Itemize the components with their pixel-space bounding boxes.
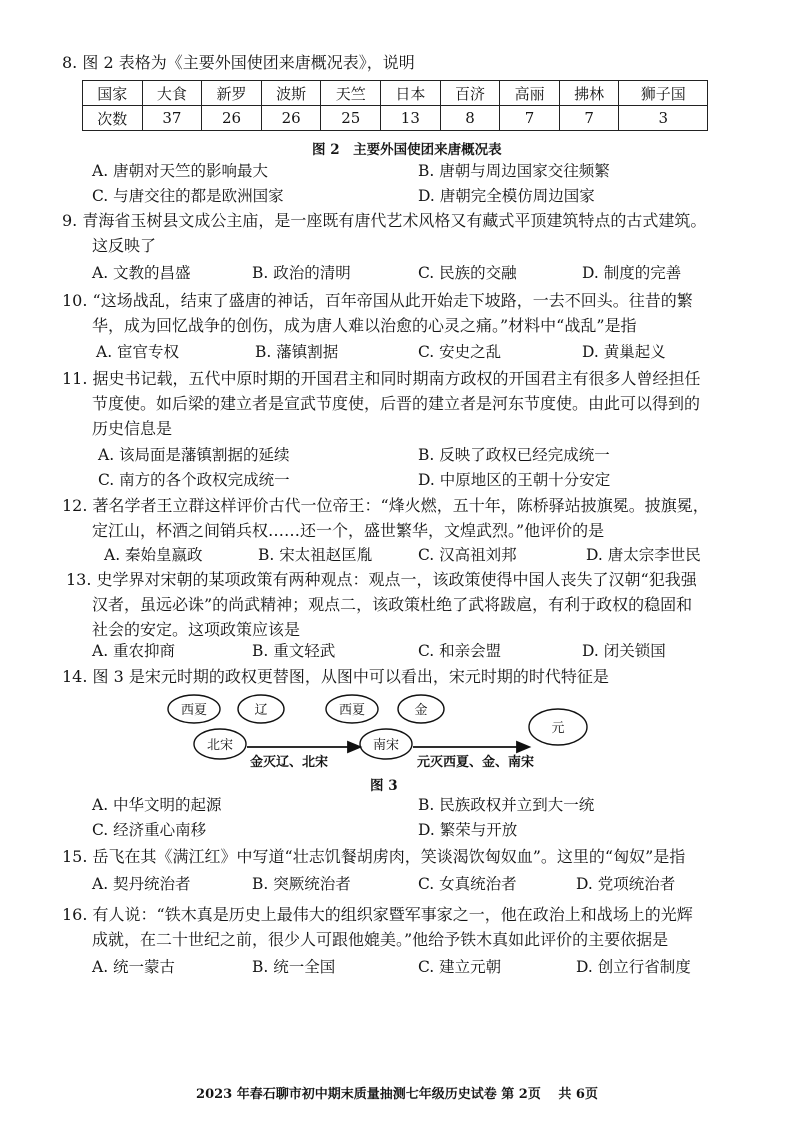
label-jin: 金 xyxy=(414,703,428,718)
arrow-1-label: 金灭辽、北宋 xyxy=(250,755,329,770)
table-cell: 8 xyxy=(440,106,500,131)
q10-stem-line-2: 华，成为回忆战争的创伤，成为唐人难以治愈的心灵之痛。”材料中“战乱”是指 xyxy=(92,316,637,335)
q11-option-d[interactable]: D. 中原地区的王朝十分安定 xyxy=(418,471,611,489)
label-xixia-1: 西夏 xyxy=(180,703,208,718)
table-cell: 百济 xyxy=(440,81,500,106)
table-cell: 新罗 xyxy=(202,81,262,106)
q9-stem-line-2: 这反映了 xyxy=(92,236,157,255)
q9-option-d[interactable]: D. 制度的完善 xyxy=(582,264,682,282)
q12-option-d[interactable]: D. 唐太宗李世民 xyxy=(586,546,701,564)
table-row-countries xyxy=(83,81,708,106)
table-cell: 26 xyxy=(261,106,321,131)
q8-option-c[interactable]: C. 与唐交往的都是欧洲国家 xyxy=(92,187,284,205)
table-cell: 13 xyxy=(381,106,441,131)
table-cell: 37 xyxy=(142,106,202,131)
table-cell: 7 xyxy=(559,106,619,131)
q16-option-a[interactable]: A. 统一蒙古 xyxy=(92,958,176,976)
q8-stem: 8. 图 2 表格为《主要外国使团来唐概况表》，说明 xyxy=(62,53,415,72)
envoy-table xyxy=(82,80,708,131)
q12-option-b[interactable]: B. 宋太祖赵匡胤 xyxy=(258,546,373,564)
q10-option-d[interactable]: D. 黄巢起义 xyxy=(582,343,666,361)
table-cell: 7 xyxy=(500,106,560,131)
q14-option-b[interactable]: B. 民族政权并立到大一统 xyxy=(418,796,595,814)
q11-stem-line-2: 节度使。如后梁的建立者是宣武节度使，后晋的建立者是河东节度使。由此可以得到的 xyxy=(92,394,701,413)
table-header-count: 次数 xyxy=(83,106,143,131)
arrow-2-label: 元灭西夏、金、南宋 xyxy=(417,755,535,770)
table-cell: 狮子国 xyxy=(619,81,708,106)
q9-option-b[interactable]: B. 政治的清明 xyxy=(252,264,351,282)
table-cell: 大食 xyxy=(142,81,202,106)
q15-stem-line-1: 15. 岳飞在其《满江红》中写道“壮志饥餐胡虏肉，笑谈渴饮匈奴血”。这里的“匈奴”是指 xyxy=(62,847,686,866)
q13-option-d[interactable]: D. 闭关锁国 xyxy=(582,642,666,660)
q16-option-d[interactable]: D. 创立行省制度 xyxy=(576,958,691,976)
q8-option-b[interactable]: B. 唐朝与周边国家交往频繁 xyxy=(418,162,610,180)
arrow-1-head xyxy=(348,742,360,752)
q11-stem-line-3: 历史信息是 xyxy=(92,419,173,438)
label-liao: 辽 xyxy=(254,703,268,718)
q16-option-c[interactable]: C. 建立元朝 xyxy=(418,958,502,976)
q9-option-a[interactable]: A. 文教的昌盛 xyxy=(92,264,191,282)
table-cell: 高丽 xyxy=(500,81,560,106)
q14-option-a[interactable]: A. 中华文明的起源 xyxy=(92,796,222,814)
q10-option-b[interactable]: B. 藩镇割据 xyxy=(255,343,339,361)
q13-option-a[interactable]: A. 重农抑商 xyxy=(92,642,176,660)
q16-stem-line-1: 16. 有人说：“铁木真是历史上最伟大的组织家暨军事家之一，他在政治上和战场上的光辉 xyxy=(62,905,693,924)
q15-option-b[interactable]: B. 突厥统治者 xyxy=(252,875,351,893)
q13-option-b[interactable]: B. 重文轻武 xyxy=(252,642,336,660)
q15-option-c[interactable]: C. 女真统治者 xyxy=(418,875,517,893)
figure-3-diagram xyxy=(150,690,590,770)
page-footer: 2023 年春石聊市初中期末质量抽测七年级历史试卷 第 2页 共 6页 xyxy=(196,1087,598,1102)
q11-option-a[interactable]: A. 该局面是藩镇割据的延续 xyxy=(98,446,290,464)
q16-stem-line-2: 成就，在二十世纪之前，很少人可跟他媲美。”他给予铁木真如此评价的主要依据是 xyxy=(92,930,669,949)
q9-stem-line-1: 9. 青海省玉树县文成公主庙，是一座既有唐代艺术风格又有藏式平顶建筑特点的古式建筑。 xyxy=(62,211,707,230)
arrow-2-head xyxy=(517,742,529,752)
q10-stem-line-1: 10. “这场战乱，结束了盛唐的神话，百年帝国从此开始走下坡路，一去不回头。往昔的繁 xyxy=(62,291,693,310)
q13-stem-line-2: 汉者，虽远必诛”的尚武精神；观点二，该政策杜绝了武将跋扈，有利于政权的稳固和 xyxy=(92,595,693,614)
q12-option-c[interactable]: C. 汉高祖刘邦 xyxy=(418,546,517,564)
q14-option-d[interactable]: D. 繁荣与开放 xyxy=(418,821,518,839)
q10-option-c[interactable]: C. 安史之乱 xyxy=(418,343,502,361)
q11-stem-line-1: 11. 据史书记载，五代中原时期的开国君主和同时期南方政权的开国君主有很多人曾经担任 xyxy=(62,369,701,388)
label-beisong: 北宋 xyxy=(206,738,234,753)
label-nansong: 南宋 xyxy=(372,738,400,753)
q12-stem-line-1: 12. 著名学者王立群这样评价古代一位帝王：“烽火燃，五十年，陈桥驿站披旗冕。披旗冕， xyxy=(62,496,709,515)
q14-option-c[interactable]: C. 经济重心南移 xyxy=(92,821,207,839)
table-cell: 25 xyxy=(321,106,381,131)
q9-option-c[interactable]: C. 民族的交融 xyxy=(418,264,517,282)
table-cell: 日本 xyxy=(381,81,441,106)
q14-stem-line-1: 14. 图 3 是宋元时期的政权更替图，从图中可以看出，宋元时期的时代特征是 xyxy=(62,667,609,686)
q8-option-d[interactable]: D. 唐朝完全模仿周边国家 xyxy=(418,187,595,205)
table-row-counts xyxy=(83,106,708,131)
table-cell: 26 xyxy=(202,106,262,131)
q10-option-a[interactable]: A. 宦官专权 xyxy=(96,343,180,361)
q15-option-d[interactable]: D. 党项统治者 xyxy=(576,875,676,893)
q13-stem-line-3: 社会的安定。这项政策应该是 xyxy=(92,620,301,639)
q11-option-c[interactable]: C. 南方的各个政权完成统一 xyxy=(98,471,290,489)
q12-option-a[interactable]: A. 秦始皇嬴政 xyxy=(104,546,203,564)
q8-option-a[interactable]: A. 唐朝对天竺的影响最大 xyxy=(92,162,269,180)
label-xixia-2: 西夏 xyxy=(338,703,366,718)
table-cell: 波斯 xyxy=(261,81,321,106)
q16-option-b[interactable]: B. 统一全国 xyxy=(252,958,336,976)
q11-option-b[interactable]: B. 反映了政权已经完成统一 xyxy=(418,446,610,464)
q12-stem-line-2: 定江山，杯酒之间销兵权……还一个，盛世繁华，文煌武烈。”他评价的是 xyxy=(92,521,605,540)
table-cell: 天竺 xyxy=(321,81,381,106)
table-cell: 3 xyxy=(619,106,708,131)
q13-option-c[interactable]: C. 和亲会盟 xyxy=(418,642,502,660)
table-header-country: 国家 xyxy=(83,81,143,106)
label-yuan: 元 xyxy=(551,721,565,736)
figure-3-caption: 图 3 xyxy=(370,778,398,794)
table-cell: 拂林 xyxy=(559,81,619,106)
q13-stem-line-1: 13. 史学界对宋朝的某项政策有两种观点：观点一，该政策使得中国人丧失了汉朝“犯我强 xyxy=(66,570,697,589)
q15-option-a[interactable]: A. 契丹统治者 xyxy=(92,875,191,893)
figure-2-caption: 图 2 主要外国使团来唐概况表 xyxy=(312,142,502,158)
